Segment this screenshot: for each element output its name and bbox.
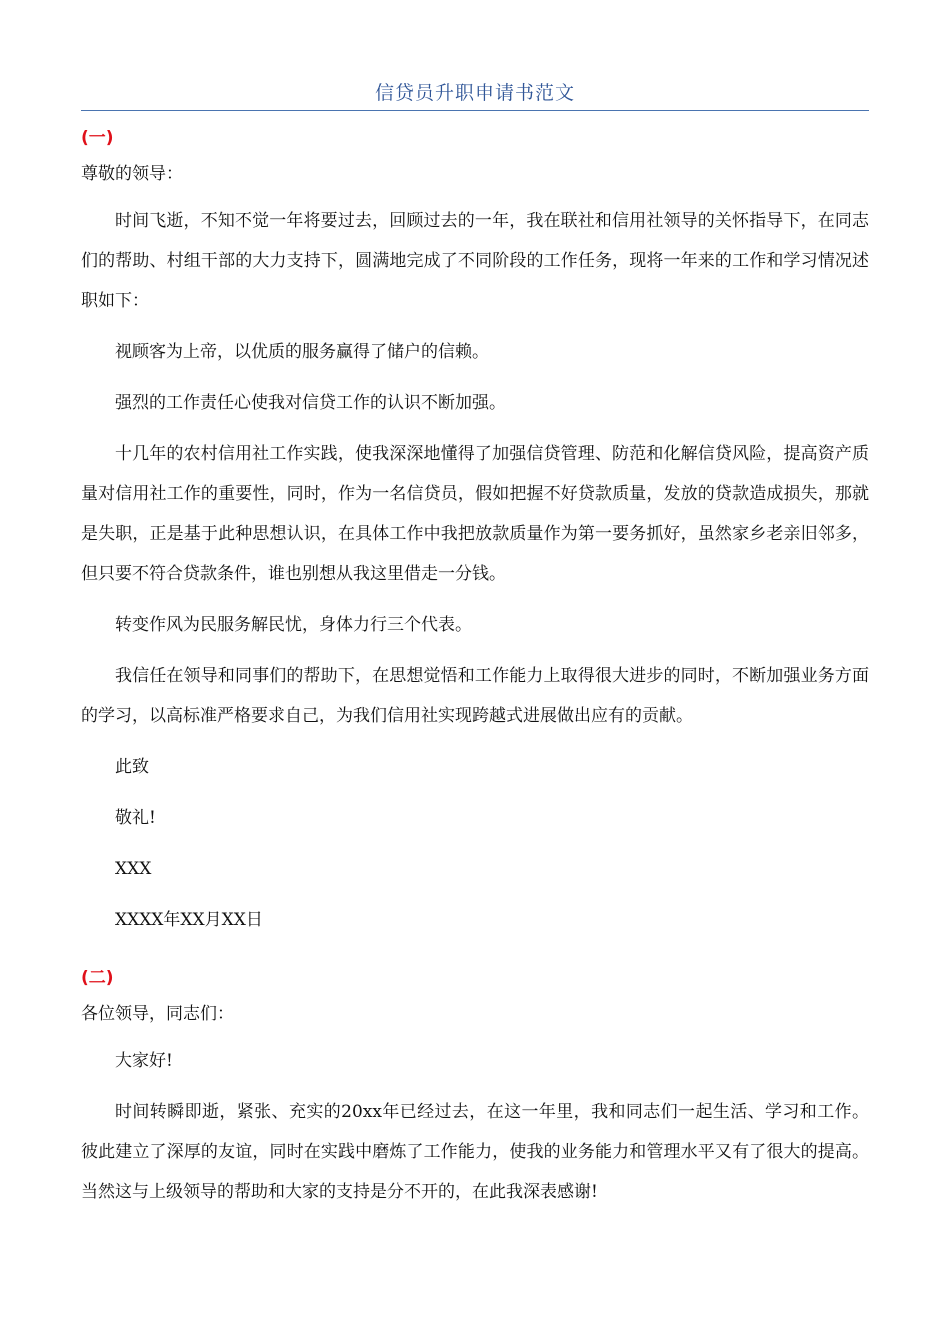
paragraph: 时间飞逝，不知不觉一年将要过去，回顾过去的一年，我在联社和信用社领导的关怀指导下，在同志们的帮助、村组干部的大力支持下，圆满地完成了不同阶段的工作任务，现将一年来的工作和学习情况述职如下： <box>81 211 869 311</box>
document-body <box>81 124 869 1212</box>
closing-line-1: 此致 <box>115 757 149 777</box>
section-one-marker: (一) <box>81 128 114 148</box>
paragraph: 强烈的工作责任心使我对信贷工作的认识不断加强。 <box>115 393 506 413</box>
document-title: 信贷员升职申请书范文 <box>374 82 575 104</box>
paragraph: 转变作风为民服务解民忧，身体力行三个代表。 <box>115 615 472 635</box>
section-two-salutation: 各位领导，同志们： <box>81 1004 234 1024</box>
paragraph: 时间转瞬即逝，紧张、充实的20xx年已经过去，在这一年里，我和同志们一起生活、学习和工作。彼此建立了深厚的友谊，同时在实践中磨炼了工作能力，使我的业务能力和管理水平又有了很大的提高。当然这与上级领导的帮助和大家的支持是分不开的，在此我深表感谢! <box>81 1102 869 1202</box>
section-one <box>81 124 869 940</box>
signature: XXX <box>115 859 152 879</box>
paragraph: 我信任在领导和同事们的帮助下，在思想觉悟和工作能力上取得很大进步的同时，不断加强业务方面的学习，以高标准严格要求自己，为我们信用社实现跨越式进展做出应有的贡献。 <box>81 666 869 726</box>
section-two-marker: (二) <box>81 968 114 988</box>
document-header <box>81 78 869 111</box>
section-one-salutation: 尊敬的领导： <box>81 164 183 184</box>
section-two <box>81 964 869 1212</box>
signature-date: XXXX年XX月XX日 <box>115 910 263 930</box>
greeting: 大家好! <box>115 1051 173 1071</box>
paragraph: 视顾客为上帝，以优质的服务赢得了储户的信赖。 <box>115 342 489 362</box>
paragraph: 十几年的农村信用社工作实践，使我深深地懂得了加强信贷管理、防范和化解信贷风险，提高资产质量对信用社工作的重要性，同时，作为一名信贷员，假如把握不好贷款质量，发放的贷款造成损失，那就是失职，正是基于此种思想认识，在具体工作中我把放款质量作为第一要务抓好，虽然家乡老亲旧邻多，但只要不符合贷款条件，谁也别想从我这里借走一分钱。 <box>81 444 869 584</box>
closing-line-2: 敬礼! <box>115 808 156 828</box>
